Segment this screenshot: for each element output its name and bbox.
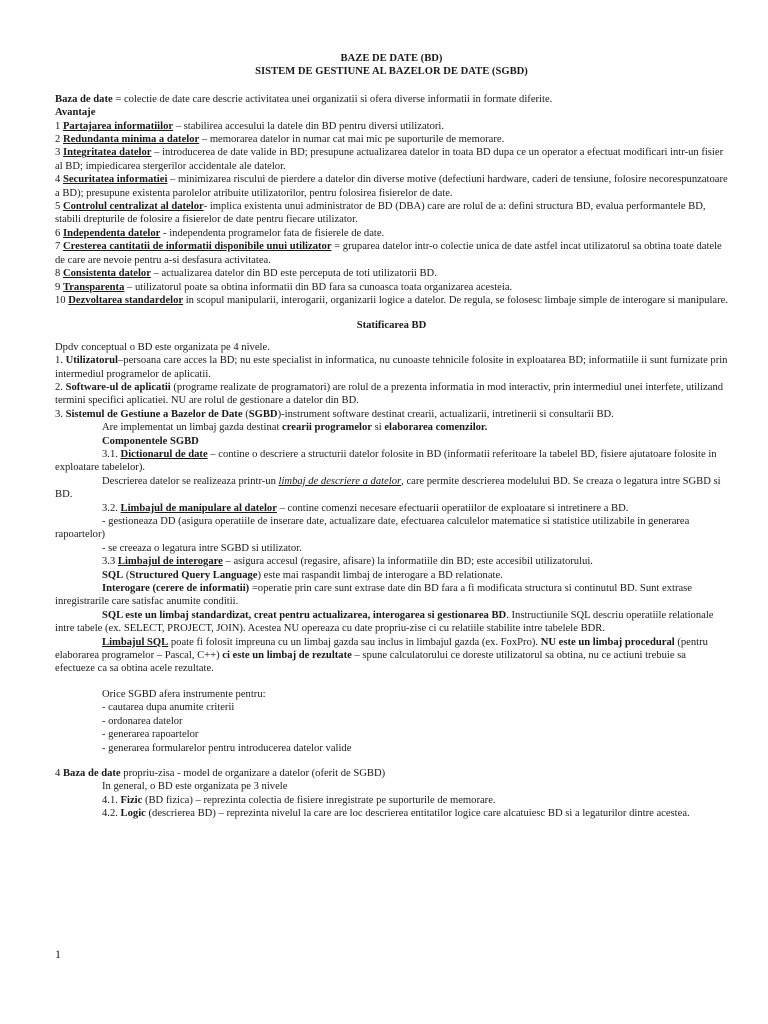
tools-list (55, 701, 728, 755)
list-item: 10 Dezvoltarea standardelor in scopul manipularii, interogarii, organizarii logice a datelor. De regula, se folosesc limbaje simple de interogare si manipulare. (55, 294, 729, 306)
list-item: - cautarea dupa anumite criterii (102, 702, 235, 714)
component-3-2: 3.2. Limbajul de manipulare al datelor – contine comenzi necesare efectuarii operatiilor de exploatare si intretinere a BD. (102, 502, 629, 514)
level-4-1: 4.1. Fizic (BD fizica) – reprezinta colectia de fisiere inregistrate pe suporturile de memorare. (102, 794, 496, 806)
list-item: 8 Consistenta datelor – actualizarea datelor din BD este perceputa de toti utilizatorii BD. (55, 268, 437, 280)
advantages-heading: Avantaje (55, 107, 96, 119)
component-3-2-a: - gestioneaza DD (asigura operatiile de inserare date, actualizare date, efectuarea calculelor matematice si statistice utilizabile in generarea rapoartelor) (55, 516, 690, 541)
list-item: 1 Partajarea informatiilor – stabilirea accesului la datele din BD pentru diversi utilizatori. (55, 120, 445, 132)
level-4: 4 Baza de date propriu-zisa - model de organizare a datelor (oferit de SGBD) (55, 767, 386, 779)
list-item: 2 Redundanta minima a datelor – memorarea datelor in numar cat mai mic pe suporturile de memorare. (55, 134, 505, 146)
list-item: 4 Securitatea informatiei – minimizarea riscului de pierdere a datelor din diverse motive (defectiuni hardware, caderi de tensiune, folosire necorespunzatoare a BD); presupune existenta parolelor atribuite utilizatorilor, pentru folosirea fisierelor de date. (55, 174, 728, 199)
list-item: 5 Controlul centralizat al datelor- implica existenta unui administrator de BD (DBA) care are rolul de a: defini structura BD, evalua performantele BD, stabili drepturile de folosire a fisierelor de date pentru fiecare utilizator. (55, 201, 706, 226)
interogare-definition: Interogare (cerere de informatii) =operatie prin care sunt extrase date din BD fara a fi modificata structura si continutul BD. Sunt extrase inregistrarile care satisfac anumite conditii. (55, 583, 693, 608)
advantages-list (55, 120, 728, 308)
list-item: 9 Transparenta – utilizatorul poate sa obtina informatii din BD fara sa cunoasca toata organizarea acesteia. (55, 281, 513, 293)
level-4-general: In general, o BD este organizata pe 3 nivele (102, 781, 288, 793)
component-3-1-desc: Descrierea datelor se realizeaza printr-un limbaj de descriere a datelor, care permite descrierea modelului BD. Se creaza o legatura intre SGBD si BD. (55, 475, 721, 501)
level-3-implementation: Are implementat un limbaj gazda destinat crearii programelor si elaborarea comenzilor. (102, 422, 488, 434)
level-4-2: 4.2. Logic (descrierea BD) – reprezinta nivelul la care are loc descrierea entitatilor logice care alcatuiesc BD si a legaturilor dintre acestea. (102, 808, 690, 820)
page-number: 1 (55, 947, 61, 961)
components-heading: Componentele SGBD (102, 435, 199, 447)
list-item: - generarea rapoartelor (102, 729, 199, 741)
document-subtitle: SISTEM DE GESTIUNE AL BAZELOR DE DATE (SGBD) (255, 66, 528, 78)
sql-standard: SQL este un limbaj standardizat, creat pentru actualizarea, interogarea si gestionarea BD. Instructiunile SQL descriu operatiile relationale intre tabele (ex. SELECT, PROJECT, JOIN). Acestea NU opereaza cu date propriu-zise ci cu relatiile stabilite intre tabelele BDR. (55, 609, 714, 635)
component-3-2-b: - se creeaza o legatura intre SGBD si utilizator. (102, 542, 302, 554)
document-title: BAZE DE DATE (BD) (340, 53, 443, 64)
list-item: 3 Integritatea datelor – introducerea de date valide in BD; presupune actualizarea datelor in toata BD dupa ce un operator a efectuat modificari intr-un fisier al BD; impiedicarea stergerilor accidentale ale datelor. (55, 147, 724, 172)
list-item: 7 Cresterea cantitatii de informatii disponibile unui utilizator = gruparea datelor intr-o colectie unica de date astfel incat utilizatorul sa obtina toate datele de care are nevoie pentru a-si desfasura activitatea. (55, 241, 722, 266)
intro-paragraph: Dpdv conceptual o BD este organizata pe 4 nivele. (55, 341, 270, 353)
list-item: - ordonarea datelor (102, 715, 183, 727)
list-item: 6 Independenta datelor - independenta programelor fata de fisierele de date. (55, 227, 385, 239)
level-3: 3. Sistemul de Gestiune a Bazelor de Date (SGBD)-instrument software destinat crearii, actualizarii, intretinerii si consultarii BD. (55, 408, 614, 420)
definition: Baza de date = colectie de date care descrie activitatea unei organizatii si ofera diverse informatii in formate diferite. (55, 93, 553, 105)
tools-intro: Orice SGBD afera instrumente pentru: (102, 688, 266, 700)
level-1: 1. Utilizatorul–persoana care acces la BD; nu este specialist in informatica, nu cunoaste tehnicile folosite in exploatarea BD; informatiile ii sunt furnizate prin intermediul programelor de aplicatii. (55, 355, 728, 380)
level-2: 2. Software-ul de aplicatii (programe realizate de programatori) are rolul de a prezenta informatia in mod interactiv, prin intermediul unei interfete, utilizand termini specifici aplicatiei. NU are rolul de gestionare a datelor din BD. (55, 381, 724, 407)
section-heading: Statificarea BD (356, 320, 427, 332)
component-3-3: 3.3 Limbajul de interogare – asigura accesul (regasire, afisare) la informatiile din BD; este accesibil utilizatorului. (102, 556, 593, 568)
sql-language: Limbajul SQL poate fi folosit impreuna cu un limbaj gazda sau inclus in limbajul gazda (ex. FoxPro). NU este un limbaj procedural (pentru elaborarea programelor – Pascal, C++) ci este un limbaj de rezultate – spune calculatorului ce doreste utilizatorul sa obtina, nu ce actiuni trebuie sa efectueze ca sa obtina acele rezultate. (55, 636, 708, 675)
sql-definition: SQL (Structured Query Language) este mai raspandit limbaj de interogare a BD relationate. (102, 569, 503, 581)
list-item: - generarea formularelor pentru introducerea datelor valide (102, 742, 352, 754)
component-3-1: 3.1. Dictionarul de date – contine o descriere a structurii datelor folosite in BD (informatii referitoare la tabelel BD, fisiere ajutatoare folosite in exploatare tabelelor). (55, 448, 717, 474)
